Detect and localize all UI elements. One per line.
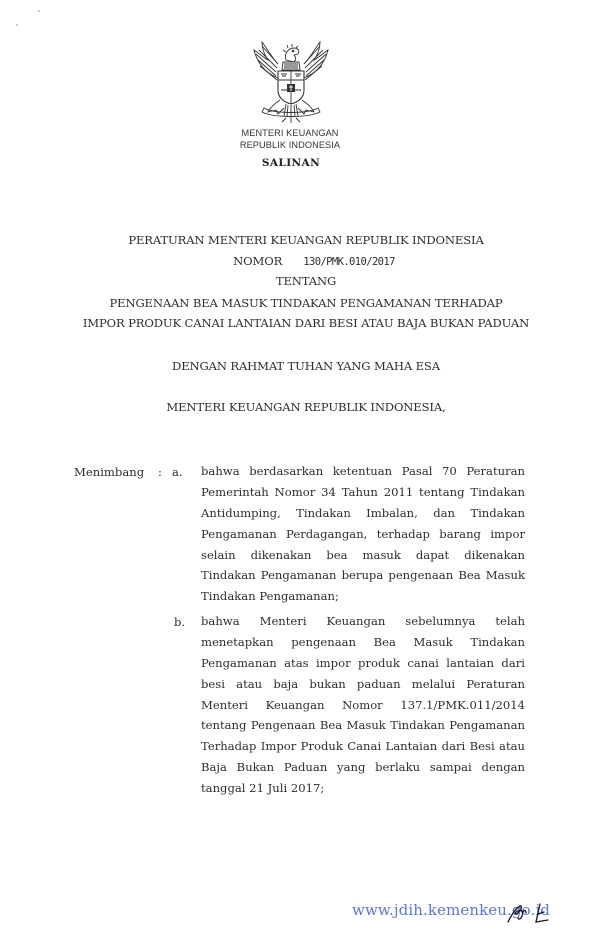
subject-line-1: PENGENAAN BEA MASUK TINDAKAN PENGAMANAN TERHADAP [109, 296, 503, 310]
consideration-item-a [201, 461, 525, 607]
item-a-line: Tindakan Pengamanan berupa pengenaan Bea Masuk [201, 568, 525, 583]
item-b-marker: b. [174, 615, 186, 629]
item-b-line: tentang Pengenaan Bea Masuk Tindakan Pengamanan [201, 718, 525, 733]
item-a-line: Antidumping, Tindakan Imbalan, dan Tindakan [201, 505, 525, 520]
regulation-number [48, 254, 580, 268]
office-name-line1: MENTERI KEUANGAN [241, 128, 339, 138]
handwritten-initials-icon [506, 900, 556, 926]
item-a-line: Pengamanan Perdagangan, terhadap barang impor [201, 526, 525, 541]
scan-speck [16, 24, 18, 26]
menimbang-colon: : [158, 465, 162, 479]
item-b-line: Pengamanan atas impor produk canai lantaian dari [201, 655, 525, 670]
office-name-line2: REPUBLIK INDONESIA [239, 140, 341, 150]
item-b-line: Terhadap Impor Produk Canai Lantaian dari Besi atau [201, 739, 525, 754]
garuda-emblem-icon [250, 38, 332, 124]
item-a-line: bahwa berdasarkan ketentuan Pasal 70 Peraturan [201, 464, 525, 478]
invocation: DENGAN RAHMAT TUHAN YANG MAHA ESA [172, 359, 440, 373]
consideration-item-b [201, 611, 525, 799]
authority: MENTERI KEUANGAN REPUBLIK INDONESIA, [166, 400, 446, 414]
nomor-value: 130/PMK.010/2017 [303, 256, 395, 268]
nomor-label: NOMOR [233, 254, 283, 268]
jdih-website-link[interactable]: www.jdih.kemenkeu.go.id [352, 901, 550, 919]
scan-speck [38, 10, 40, 12]
item-a-marker: a. [172, 465, 183, 479]
item-b-line: Menteri Keuangan Nomor 137.1/PMK.011/2014 [201, 697, 525, 712]
tentang-heading: TENTANG [275, 274, 337, 288]
menimbang-label: Menimbang [74, 465, 145, 479]
item-b-line: bahwa Menteri Keuangan sebelumnya telah [201, 614, 525, 628]
subject-line-2: IMPOR PRODUK CANAI LANTAIAN DARI BESI ATAU BAJA BUKAN PADUAN [82, 316, 530, 330]
item-b-line: Baja Bukan Paduan yang berlaku sampai dengan [201, 760, 525, 775]
regulation-title: PERATURAN MENTERI KEUANGAN REPUBLIK INDONESIA [128, 233, 484, 247]
copy-stamp: SALINAN [261, 157, 321, 169]
item-a-line: selain dikenakan bea masuk dapat dikenakan [201, 547, 525, 562]
item-a-line: Tindakan Pengamanan; [201, 589, 339, 604]
item-a-line: Pemerintah Nomor 34 Tahun 2011 tentang Tindakan [201, 484, 525, 499]
item-b-line: menetapkan pengenaan Bea Masuk Tindakan [201, 634, 525, 649]
item-b-line: tanggal 21 Juli 2017; [201, 781, 325, 796]
item-b-line: besi atau baja bukan paduan melalui Peraturan [201, 676, 525, 691]
